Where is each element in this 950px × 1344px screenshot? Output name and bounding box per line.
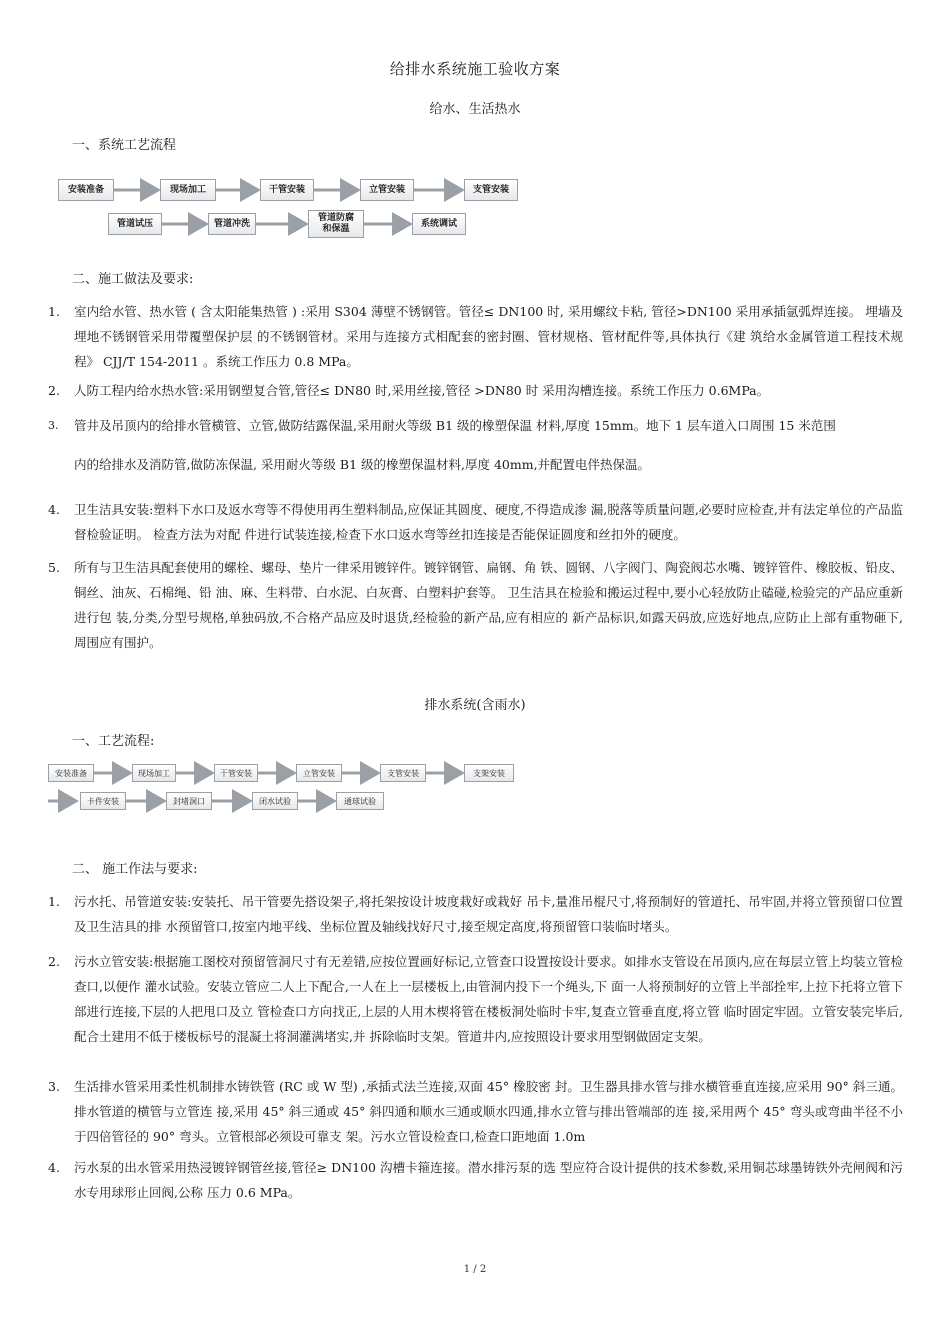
item-number: 3. xyxy=(48,1079,60,1094)
page-title: 给排水系统施工验收方案 xyxy=(389,60,561,78)
item-number: 3. xyxy=(48,419,59,432)
flow-step-5: 支管安装 xyxy=(464,179,518,201)
flow-step-9: 系统调试 xyxy=(412,213,466,235)
item-number: 4. xyxy=(48,502,60,517)
flow-step-8: 管道防腐和保温 xyxy=(308,210,364,238)
section2-heading-requirements: 二、 施工作法与要求: xyxy=(72,862,198,877)
flow-step-6: 管道试压 xyxy=(108,213,162,235)
flow-step-7: 卡件安装 xyxy=(80,792,126,810)
flow-step-4: 立管安装 xyxy=(296,764,342,782)
item-text: 卫生洁具安装:塑料下水口及返水弯等不得使用再生塑料制品,应保证其圆度、硬度,不得造成渗 漏,脱落等质量问题,必要时应检查,并有法定单位的产品监督检验证明。 检查方法为对配 件进行试装连接,检查下水口返水弯等丝扣连接是否能保证圆度和丝扣外的硬度。 xyxy=(74,502,903,542)
item-text: 室内给水管、热水管 ( 含太阳能集热管 ) :采用 S304 薄壁不锈钢管。管径≤ DN100 时, 采用螺纹卡粘, 管径>DN100 采用承插氩弧焊连接。 埋墙及埋地不锈钢管采用带覆塑保护层 的不锈钢管材。采用与连接方式相配套的密封圈、管材规格、管材配件等,具体执行《建 筑给水金属管道工程技术规程》 CJJ/T 154-2011 。系统工作压力 0.8 MPa。 xyxy=(74,304,903,369)
item-number: 1. xyxy=(48,304,60,319)
item-text: 所有与卫生洁具配套使用的螺栓、螺母、垫片一律采用镀锌件。镀锌钢管、扁钢、角 铁、圆钢、八字阀门、陶瓷阀芯水嘴、镀锌管件、橡胶板、铅皮、铜丝、油灰、石棉绳、铅 油、麻、生料带、白水泥、白灰膏、白塑料护套等。 卫生洁具在检验和搬运过程中,要小心轻放防止磕碰,检验完的产品应重新进行包 装,分类,分型号规格,单独码放,不合格产品应及时退货,经检验的新产品,应有相应的 新产品标识,如露天码放,应选好地点,应防止上部有重物砸下,周围应有围护。 xyxy=(74,560,903,650)
section2-subtitle: 排水系统(含雨水) xyxy=(424,698,526,713)
section1-subtitle: 给水、生活热水 xyxy=(429,102,521,117)
item-number: 2. xyxy=(48,383,60,398)
item-number: 1. xyxy=(48,894,60,909)
flow-step-1: 安装准备 xyxy=(58,179,114,201)
item-text: 污水泵的出水管采用热浸镀锌钢管丝接,管径≥ DN100 沟槽卡箍连接。潜水排污泵的选 型应符合设计提供的技术参数,采用铜芯球墨铸铁外壳闸阀和污水专用球形止回阀,公称 压力 0.6 MPa。 xyxy=(74,1160,903,1200)
section1-heading-flow: 一、系统工艺流程 xyxy=(72,138,177,153)
flow-step-2: 现场加工 xyxy=(132,764,176,782)
flow-step-7: 管道冲洗 xyxy=(208,213,256,235)
list-item xyxy=(48,949,903,1049)
list-item xyxy=(48,1074,903,1149)
item-number: 5. xyxy=(48,560,60,575)
item-text: 管井及吊顶内的给排水管横管、立管,做防结露保温,采用耐火等级 B1 级的橡塑保温 材料,厚度 15mm。地下 1 层车道入口周围 15 米范围 xyxy=(74,418,836,433)
flow-step-3: 干管安装 xyxy=(260,179,314,201)
flow-step-10: 通球试验 xyxy=(336,792,384,810)
item-text: 生活排水管采用柔性机制排水铸铁管 (RC 或 W 型) ,承插式法兰连接,双面 45° 橡胶密 封。卫生器具排水管与排水横管垂直连接,应采用 90° 斜三通。排水管道的横管与立管连 接,采用 45° 斜三通或 45° 斜四通和顺水三通或顺水四通,排水立管与排出管端部的连 接,采用两个 45° 弯头或弯曲半径不小于四倍管径的 90° 弯头。立管根部必须设可靠支 架。污水立管设检查口,检查口距地面 1.0m xyxy=(74,1079,903,1144)
list-item xyxy=(48,889,903,939)
item-number: 2. xyxy=(48,954,60,969)
flow-step-5: 支管安装 xyxy=(380,764,426,782)
section1-heading-requirements: 二、施工做法及要求: xyxy=(72,272,194,287)
page-number: 1 / 2 xyxy=(463,1264,487,1275)
list-item xyxy=(48,1155,903,1205)
flow-step-2: 现场加工 xyxy=(160,179,216,201)
flow-step-4: 立管安装 xyxy=(360,179,414,201)
flow-step-3: 干管安装 xyxy=(214,764,258,782)
item-text: 污水托、吊管道安装:安装托、吊干管要先搭设架子,将托架按设计坡度栽好或栽好 吊卡,量准吊棍尺寸,将预制好的管道托、吊牢固,并将立管预留口位置及卫生洁具的排 水预留管口,按室内地平线、坐标位置及轴线找好尺寸,接至规定高度,将预留管口装临时堵头。 xyxy=(74,894,903,934)
flow-step-8: 封堵洞口 xyxy=(166,792,212,810)
item-text: 污水立管安装:根据施工图校对预留管洞尺寸有无差错,应按位置画好标记,立管查口设置按设计要求。如排水支管设在吊顶内,应在每层立管上均装立管检查口,以便作 灌水试验。安装立管应二人上下配合,一人在上一层楼板上,由管洞内投下一个绳头,下 面一人将预制好的立管上半部拴牢,上拉下托将立管下部进行连接,下层的人把甩口及立 管检查口方向找正,上层的人用木楔将管在楼板洞处临时卡牢,复查立管垂直度,将立管 临时固定牢固。立管安装完毕后,配合土建用不低于楼板标号的混凝土将洞灌满堵实,并 拆除临时支架。管道井内,应按照设计要求用型钢做固定支架。 xyxy=(74,954,903,1044)
item-text: 内的给排水及消防管,做防冻保温, 采用耐火等级 B1 级的橡塑保温材料,厚度 40mm,并配置电伴热保温。 xyxy=(74,457,651,472)
flow-step-1: 安装准备 xyxy=(48,764,94,782)
flow-step-6: 支架安装 xyxy=(464,764,514,782)
section2-heading-flow: 一、工艺流程: xyxy=(72,734,155,749)
item-number: 4. xyxy=(48,1160,60,1175)
item-text: 人防工程内给水热水管:采用钢塑复合管,管径≤ DN80 时,采用丝接,管径 >DN80 时 采用沟槽连接。系统工作压力 0.6MPa。 xyxy=(74,383,770,398)
flow-step-9: 闭水试验 xyxy=(252,792,298,810)
